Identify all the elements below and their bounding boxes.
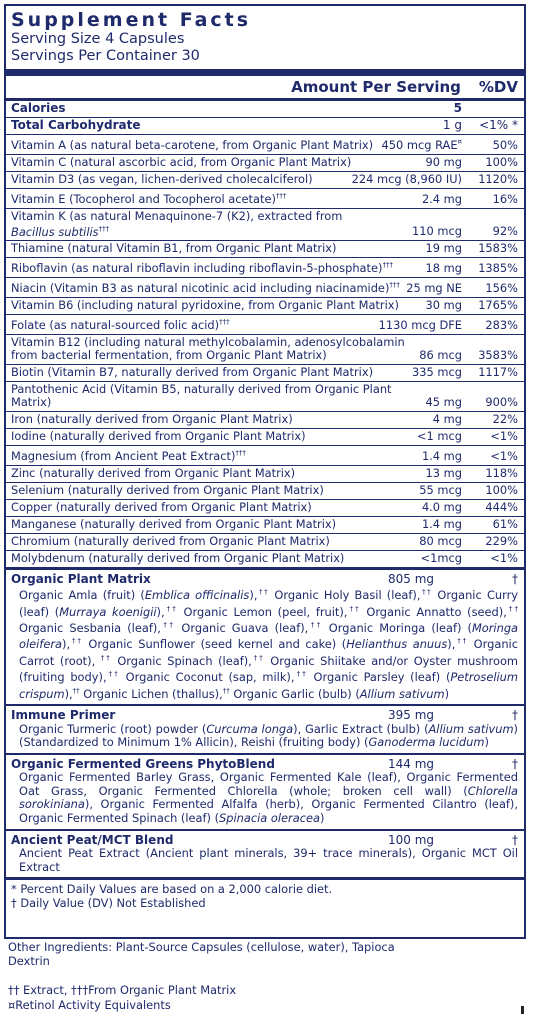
blend-section xyxy=(6,706,524,755)
nutrient-amount-text: 4.0 mg xyxy=(421,499,462,514)
nutrient-row xyxy=(6,135,524,155)
legend-extract: †† Extract, †††From Organic Plant Matrix xyxy=(8,983,237,997)
nutrient-dv: 229% xyxy=(485,533,518,548)
nutrient-row xyxy=(6,365,524,382)
nutrient-name xyxy=(11,383,422,409)
nutrient-amount xyxy=(418,501,462,514)
nutrient-amount xyxy=(415,535,462,548)
nutrient-amount-text: 1130 mcg DFE xyxy=(378,317,462,332)
nutrient-row xyxy=(6,155,524,172)
nutrient-dv: 100% xyxy=(485,482,518,497)
nutrient-row xyxy=(6,446,524,466)
nutrient-name xyxy=(11,336,415,362)
nutrient-amount xyxy=(417,552,462,565)
blend-dv: † xyxy=(512,707,518,722)
nutrient-amount-text: 2.4 mg xyxy=(421,191,462,206)
nutrient-amount-text: 25 mg NE xyxy=(406,280,462,295)
blend-ingredients: Ancient Peat Extract (Ancient plant minerals, 39+ trace minerals), Organic MCT Oil Extract xyxy=(19,846,518,874)
nutrient-amount-mark: ¤ xyxy=(457,138,462,146)
nutrient-amount-text: 86 mcg xyxy=(419,347,462,362)
nutrient-row xyxy=(6,189,524,209)
nutrient-footnote-mark: ††† xyxy=(382,261,393,270)
nutrient-name-text: Vitamin C (natural ascorbic acid, from Organic Plant Matrix) xyxy=(11,154,352,169)
nutrient-name xyxy=(11,139,378,152)
nutrient-amount-text: 80 mcg xyxy=(419,533,462,548)
nutrient-footnote-mark: ††† xyxy=(98,224,110,233)
blend-amount: 395 mg xyxy=(388,707,435,722)
nutrient-amount-text: 224 mcg (8,960 IU) xyxy=(351,171,462,186)
nutrient-amount xyxy=(422,156,462,169)
nutrient-row xyxy=(6,500,524,517)
legend-retinol: ¤Retinol Activity Equivalents xyxy=(8,997,171,1012)
nutrient-name-text: Iron (naturally derived from Organic Plant Matrix) xyxy=(11,411,293,426)
nutrient-name-text: Pantothenic Acid (Vitamin B5, naturally derived from Organic Plant Matrix) xyxy=(11,381,392,409)
nutrient-row xyxy=(6,172,524,189)
nutrient-dv: 1583% xyxy=(478,241,518,256)
nutrient-amount-text: <1mcg xyxy=(420,550,462,565)
nutrient-row xyxy=(6,335,524,365)
nutrient-amount-text: 1.4 mg xyxy=(421,516,462,531)
blend-section xyxy=(6,831,524,880)
nutrient-name xyxy=(11,413,429,426)
nutrient-amount-text: 90 mg xyxy=(425,154,462,169)
blend-header xyxy=(11,834,518,848)
nutrient-amount xyxy=(408,366,462,379)
nutrient-name xyxy=(11,316,375,332)
nutrient-name xyxy=(11,156,422,169)
footnote-dv: * Percent Daily Values are based on a 2,000 calorie diet. xyxy=(11,882,333,897)
nutrient-footnote-mark: ††† xyxy=(219,317,230,326)
nutrient-footnote-mark: ††† xyxy=(275,191,287,200)
blend-header xyxy=(11,758,518,772)
other-ingredients: Other Ingredients: Plant-Source Capsules (cellulose, water), Tapioca Dextrin xyxy=(8,940,395,968)
servings-per-container: Servings Per Container 30 xyxy=(11,48,200,64)
nutrient-name xyxy=(11,366,408,379)
nutrient-name xyxy=(11,190,418,206)
nutrient-name xyxy=(11,484,415,497)
nutrient-amount xyxy=(422,396,462,409)
blend-section xyxy=(6,755,524,831)
nutrient-row xyxy=(6,209,524,242)
carbohydrate-row: Total Carbohydrate 1 g <1% * xyxy=(6,118,524,135)
nutrient-name-text: Zinc (naturally derived from Organic Plant Matrix) xyxy=(11,465,296,480)
nutrient-name-species: Bacillus subtilis xyxy=(11,224,99,239)
nutrient-name xyxy=(11,299,422,312)
nutrient-name-text: Iodine (naturally derived from Organic Plant Matrix) xyxy=(11,428,306,443)
nutrient-amount-text: 45 mg xyxy=(425,394,462,409)
nutrient-amount xyxy=(378,136,462,152)
nutrient-amount xyxy=(375,319,462,332)
column-header xyxy=(6,76,524,98)
nutrient-name-text: Vitamin K (as natural Menaquinone-7 (K2), extracted from xyxy=(11,208,343,223)
nutrient-row xyxy=(6,429,524,446)
blend-ingredients: Organic Fermented Barley Grass, Organic Fermented Kale (leaf), Organic Fermented Oat Grass, Organic Fermented Chlorella (whole; broken cell wall) (Chlorella sorokiniana), Organic Fermented Alfalfa (herb), Organic Fermented Cilantro (leaf), Organic Fermented Spinach (leaf) (Spinacia oleracea) xyxy=(19,770,518,826)
nutrient-dv: 118% xyxy=(485,465,518,480)
nutrient-row xyxy=(6,517,524,534)
nutrient-amount xyxy=(413,430,462,443)
nutrient-row xyxy=(6,483,524,500)
nutrient-row xyxy=(6,382,524,412)
blend-section xyxy=(6,570,524,706)
nutrient-amount xyxy=(429,413,462,426)
nutrient-amount xyxy=(422,299,462,312)
nutrient-name-text: Vitamin B6 (including natural pyridoxine, from Organic Plant Matrix) xyxy=(11,297,399,312)
nutrient-dv: 444% xyxy=(485,499,518,514)
nutrient-dv: <1% xyxy=(490,428,518,443)
blend-ingredients: Organic Amla (fruit) (Emblica officinalis),†† Organic Holy Basil (leaf),†† Organic Curry (leaf) (Murraya koenigii),†† Organic Lemon (peel, fruit),†† Organic Annatto (seed),†† Organic Sesbania (leaf),†† Organic Guava (leaf),†† Organic Moringa (leaf) (Moringa oleifera),†† Organic Sunflower (seed kernel and cake) (Helianthus anuus),†† Organic Carrot (root), †† Organic Spinach (leaf),†† Organic Shiitake and/or Oyster mushroom (fruiting body),†† Organic Coconut (sap, milk),†† Organic Parsley (leaf) (Petroselium crispum),†† Organic Lichen (thallus),†† Organic Garlic (bulb) (Allium sativum) xyxy=(19,587,519,701)
blend-list xyxy=(6,570,524,880)
nutrient-name-text: Niacin (Vitamin B3 as natural nicotinic acid including niacinamide) xyxy=(11,280,390,295)
blend-dv: † xyxy=(512,756,518,771)
nutrient-name-text: Vitamin A (as natural beta-carotene, from Organic Plant Matrix) xyxy=(11,137,374,152)
nutrient-name xyxy=(11,210,408,239)
nutrient-name xyxy=(11,467,422,480)
nutrient-amount-text: 110 mcg xyxy=(412,224,462,239)
blend-name: Organic Plant Matrix xyxy=(11,571,151,586)
blend-name: Organic Fermented Greens PhytoBlend xyxy=(11,756,275,771)
nutrient-amount-text: 13 mg xyxy=(425,465,462,480)
thick-divider xyxy=(6,69,524,76)
nutrient-row xyxy=(6,278,524,298)
nutrient-name-text: Manganese (naturally derived from Organic Plant Matrix) xyxy=(11,516,337,531)
nutrient-dv: <1% xyxy=(490,448,518,463)
blend-amount: 805 mg xyxy=(388,571,435,586)
blend-amount: 100 mg xyxy=(388,832,435,847)
nutrient-dv: 50% xyxy=(492,137,518,152)
nutrient-dv: 92% xyxy=(492,224,518,239)
nutrient-name-text: Riboflavin (as natural riboflavin including riboflavin-5-phosphate) xyxy=(11,261,383,276)
nutrient-name xyxy=(11,259,422,275)
nutrient-name-text: Biotin (Vitamin B7, naturally derived from Organic Plant Matrix) xyxy=(11,364,374,379)
nutrient-dv: 1385% xyxy=(478,261,518,276)
nutrient-amount xyxy=(418,193,462,206)
nutrient-amount-text: 450 mcg RAE xyxy=(381,137,458,152)
nutrient-dv: 100% xyxy=(485,154,518,169)
nutrient-name-text: Selenium (naturally derived from Organic Plant Matrix) xyxy=(11,482,324,497)
nutrient-row xyxy=(6,258,524,278)
calories-row: Calories 5 xyxy=(6,101,524,118)
nutrient-name-text: Magnesium (from Ancient Peat Extract) xyxy=(11,448,236,463)
blend-header xyxy=(11,709,518,723)
nutrient-dv: <1% xyxy=(490,550,518,565)
panel-title: Supplement Facts xyxy=(11,9,252,31)
nutrient-dv: 3583% xyxy=(478,347,518,362)
nutrient-footnote-mark: ††† xyxy=(389,281,400,290)
nutrient-name xyxy=(11,430,413,443)
footnote-not-established: † Daily Value (DV) Not Established xyxy=(11,896,206,911)
nutrient-name xyxy=(11,173,348,186)
dv-header: %DV xyxy=(478,78,518,96)
nutrient-dv: 900% xyxy=(485,394,518,409)
nutrient-amount xyxy=(418,450,462,463)
nutrient-row xyxy=(6,551,524,570)
nutrient-row xyxy=(6,315,524,335)
nutrient-amount-text: 19 mg xyxy=(425,241,462,256)
nutrient-amount-text: 4 mg xyxy=(432,411,462,426)
nutrient-name-text: Vitamin D3 (as vegan, lichen-derived cholecalciferol) xyxy=(11,171,313,186)
nutrient-name xyxy=(11,279,402,295)
nutrient-footnote-mark: ††† xyxy=(235,448,246,457)
nutrient-name-text: Copper (naturally derived from Organic Plant Matrix) xyxy=(11,499,312,514)
nutrient-amount xyxy=(408,225,462,238)
nutrient-row xyxy=(6,466,524,483)
nutrient-dv: 16% xyxy=(492,191,518,206)
nutrient-amount xyxy=(402,282,462,295)
nutrient-name-text: Chromium (naturally derived from Organic Plant Matrix) xyxy=(11,533,330,548)
symbol-legend xyxy=(8,983,236,1012)
nutrient-amount xyxy=(422,262,462,275)
nutrient-dv: 283% xyxy=(485,317,518,332)
nutrient-name-text: Vitamin B12 (including natural methylcobalamin, adenosylcobalamin xyxy=(11,334,405,349)
nutrient-dv: 61% xyxy=(492,516,518,531)
nutrient-row xyxy=(6,298,524,315)
nutrient-row xyxy=(6,534,524,551)
nutrient-name-text: Folate (as natural-sourced folic acid) xyxy=(11,317,220,332)
blend-header xyxy=(11,573,518,587)
nutrient-amount xyxy=(415,349,462,362)
nutrient-amount-text: 18 mg xyxy=(425,261,462,276)
nutrient-amount xyxy=(422,467,462,480)
nutrient-name-line2: from bacterial fermentation, from Organic Plant Matrix) xyxy=(11,347,327,362)
nutrient-row xyxy=(6,241,524,258)
nutrient-dv: 1117% xyxy=(478,364,518,379)
nutrient-amount-text: <1 mcg xyxy=(416,428,462,443)
nutrient-name xyxy=(11,447,418,463)
nutrient-name xyxy=(11,518,418,531)
nutrient-amount xyxy=(418,518,462,531)
serving-size: Serving Size 4 Capsules xyxy=(11,31,185,47)
blend-dv: † xyxy=(512,832,518,847)
nutrient-dv: 156% xyxy=(485,280,518,295)
nutrient-name xyxy=(11,535,415,548)
supplement-facts-panel xyxy=(4,4,526,939)
nutrient-amount-text: 55 mcg xyxy=(419,482,462,497)
nutrient-dv: 22% xyxy=(492,411,518,426)
nutrient-name xyxy=(11,552,417,565)
nutrient-name xyxy=(11,501,418,514)
nutrient-dv: 1120% xyxy=(478,171,518,186)
nutrient-list xyxy=(6,135,524,570)
nutrient-amount xyxy=(415,484,462,497)
nutrient-row xyxy=(6,412,524,429)
nutrient-name-text: Thiamine (natural Vitamin B1, from Organic Plant Matrix) xyxy=(11,241,337,256)
footnotes xyxy=(6,879,524,912)
nutrient-name-text: Molybdenum (naturally derived from Organic Plant Matrix) xyxy=(11,550,345,565)
blend-ingredients: Organic Turmeric (root) powder (Curcuma longa), Garlic Extract (bulb) (Allium sativum) (Standardized to Minimum 1% Allicin), Reishi (fruiting body) (Ganoderma lucidum) xyxy=(19,721,518,750)
blend-name: Ancient Peat/MCT Blend xyxy=(11,832,174,847)
nutrient-name xyxy=(11,242,422,255)
nutrient-dv: 1765% xyxy=(478,297,518,312)
nutrient-amount-text: 30 mg xyxy=(425,297,462,312)
blend-dv: † xyxy=(512,571,518,586)
amount-header: Amount Per Serving xyxy=(291,78,461,96)
nutrient-amount xyxy=(348,173,462,186)
blend-amount: 144 mg xyxy=(388,756,435,771)
nutrient-name-text: Vitamin E (Tocopherol and Tocopherol acetate) xyxy=(11,191,276,206)
print-mark xyxy=(521,1006,524,1014)
nutrient-amount-text: 335 mcg xyxy=(412,364,462,379)
blend-name: Immune Primer xyxy=(11,707,116,722)
nutrient-amount-text: 1.4 mg xyxy=(421,448,462,463)
nutrient-amount xyxy=(422,242,462,255)
